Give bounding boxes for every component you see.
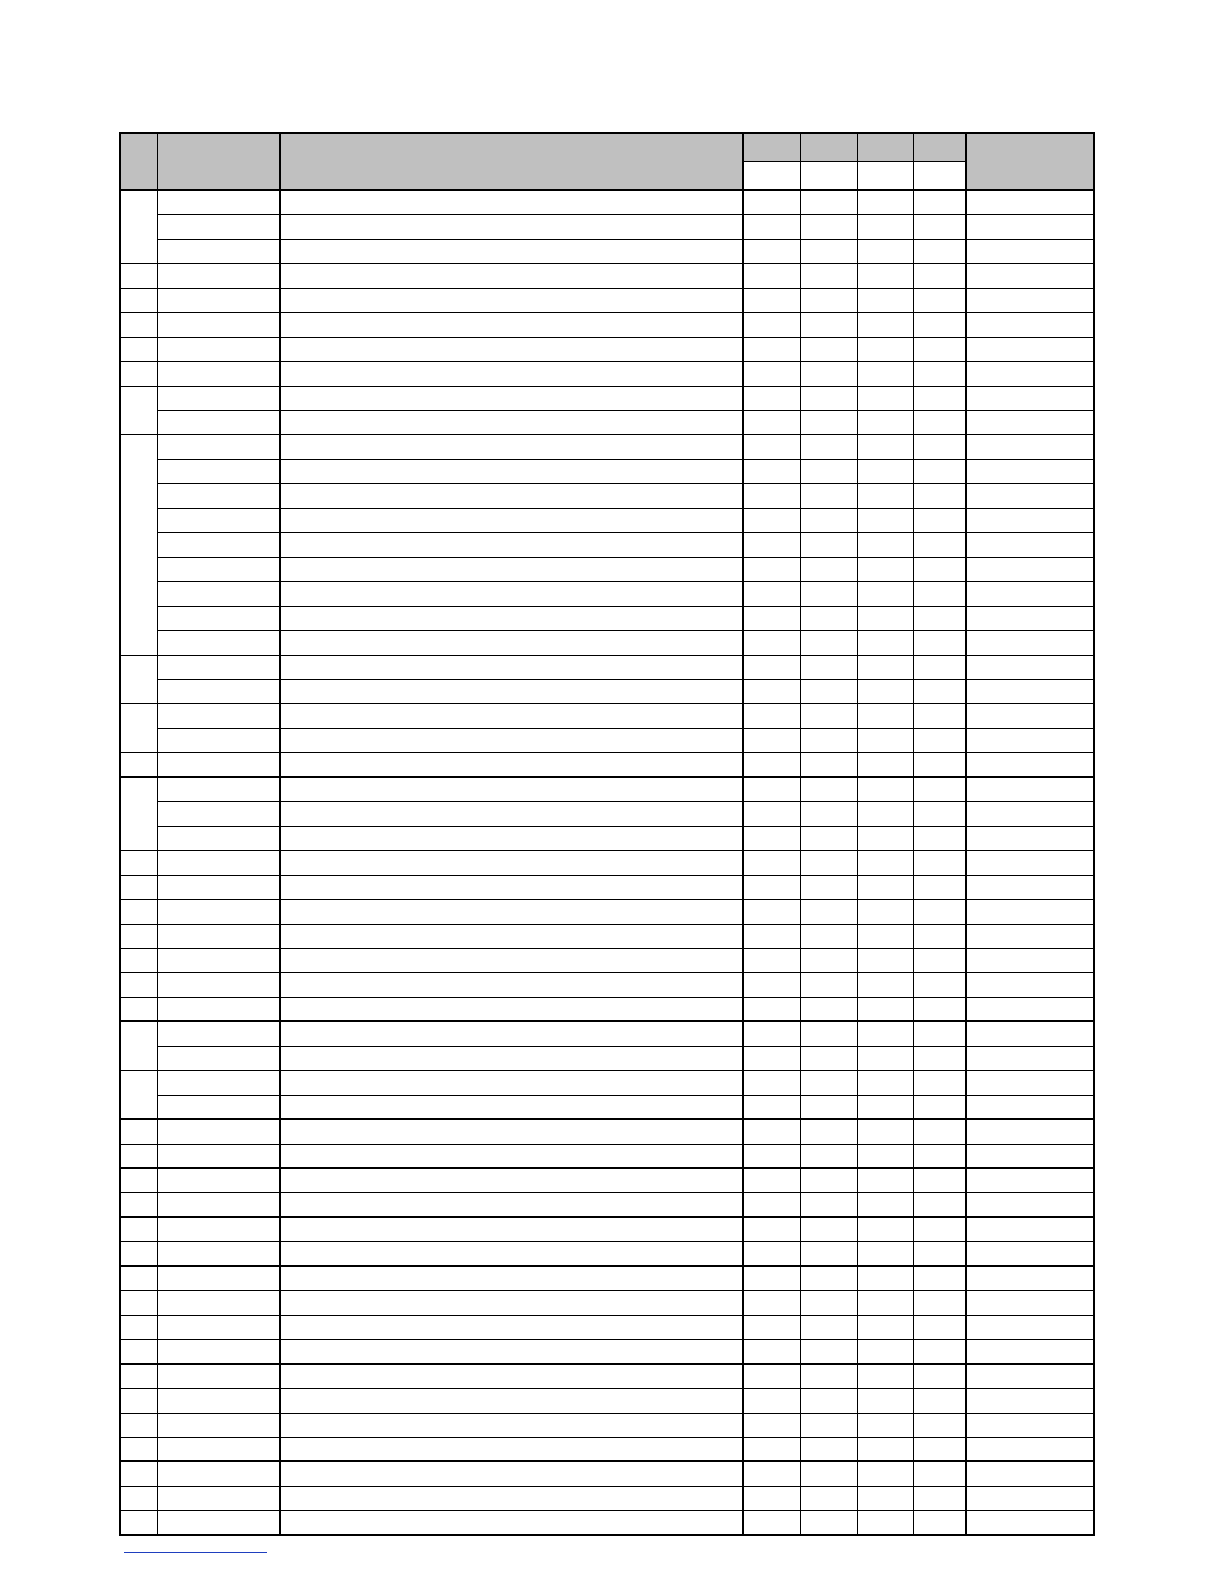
row-rule-inner [157, 801, 1094, 802]
row-rule-inner [157, 1046, 1094, 1047]
row-rule-group-end [120, 972, 1094, 973]
footer-link-underline[interactable] [124, 1552, 267, 1553]
column-rule [157, 132, 158, 1536]
column-rule [965, 132, 967, 1536]
row-rule-group-end [120, 1510, 1094, 1511]
row-rule-inner [157, 459, 1094, 460]
row-rule-inner [157, 728, 1094, 729]
row-rule-group-end [120, 850, 1094, 851]
row-rule-group-end [120, 1290, 1094, 1291]
column-rule [279, 132, 281, 1536]
row-rule-group-end [120, 1070, 1094, 1071]
row-rule-group-end [120, 1265, 1094, 1267]
row-rule-inner [157, 679, 1094, 680]
row-rule-group-end [120, 948, 1094, 949]
row-rule-group-end [120, 337, 1094, 338]
row-rule-group-end [120, 1315, 1094, 1316]
row-rule-group-end [120, 1192, 1094, 1193]
column-rule [1093, 132, 1095, 1536]
row-rule-group-end [120, 752, 1094, 753]
header-cell-col2 [157, 132, 280, 190]
header-mid-rule [743, 161, 966, 162]
row-rule-group-end [120, 1216, 1094, 1218]
header-cell-col1 [120, 132, 157, 190]
row-rule-group-end [120, 1118, 1094, 1120]
row-rule-group-end [120, 1534, 1094, 1536]
row-rule-group-end [120, 1144, 1094, 1145]
row-rule-inner [157, 410, 1094, 411]
row-rule-group-end [120, 386, 1094, 387]
row-rule-group-end [120, 312, 1094, 313]
row-rule-inner [157, 532, 1094, 533]
row-rule-group-end [120, 924, 1094, 925]
row-rule-group-end [120, 1413, 1094, 1414]
row-rule-inner [157, 606, 1094, 607]
column-rule [119, 132, 121, 1536]
row-rule-inner [157, 581, 1094, 582]
header-cell-group-span [743, 132, 966, 161]
row-rule-group-end [120, 1020, 1094, 1022]
row-rule-group-end [120, 263, 1094, 264]
column-rule [857, 132, 858, 1536]
row-rule-inner [157, 214, 1094, 215]
row-rule-group-end [120, 776, 1094, 778]
row-rule-group-end [120, 899, 1094, 900]
row-rule-group-end [120, 1167, 1094, 1169]
row-rule-group-end [120, 1363, 1094, 1365]
header-top-rule [120, 132, 1094, 134]
row-rule-inner [157, 239, 1094, 240]
row-rule-inner [157, 557, 1094, 558]
row-rule-group-end [120, 434, 1094, 435]
row-rule-group-end [120, 1486, 1094, 1487]
row-rule-group-end [120, 1437, 1094, 1438]
row-rule-group-end [120, 288, 1094, 289]
column-rule [913, 132, 914, 1536]
row-rule-group-end [120, 1460, 1094, 1462]
header-cell-last [966, 132, 1094, 190]
row-rule-inner [157, 630, 1094, 631]
row-rule-inner [157, 508, 1094, 509]
header-bottom-rule [120, 189, 1094, 191]
column-rule [800, 132, 801, 1536]
row-rule-group-end [120, 703, 1094, 704]
column-rule [742, 132, 744, 1536]
row-rule-group-end [120, 1339, 1094, 1340]
row-rule-inner [157, 483, 1094, 484]
row-rule-group-end [120, 361, 1094, 362]
header-cell-col3 [280, 132, 743, 190]
row-rule-group-end [120, 1388, 1094, 1389]
row-rule-group-end [120, 875, 1094, 876]
row-rule-inner [157, 1095, 1094, 1096]
row-rule-group-end [120, 997, 1094, 998]
row-rule-inner [157, 826, 1094, 827]
row-rule-group-end [120, 655, 1094, 656]
row-rule-group-end [120, 1241, 1094, 1242]
